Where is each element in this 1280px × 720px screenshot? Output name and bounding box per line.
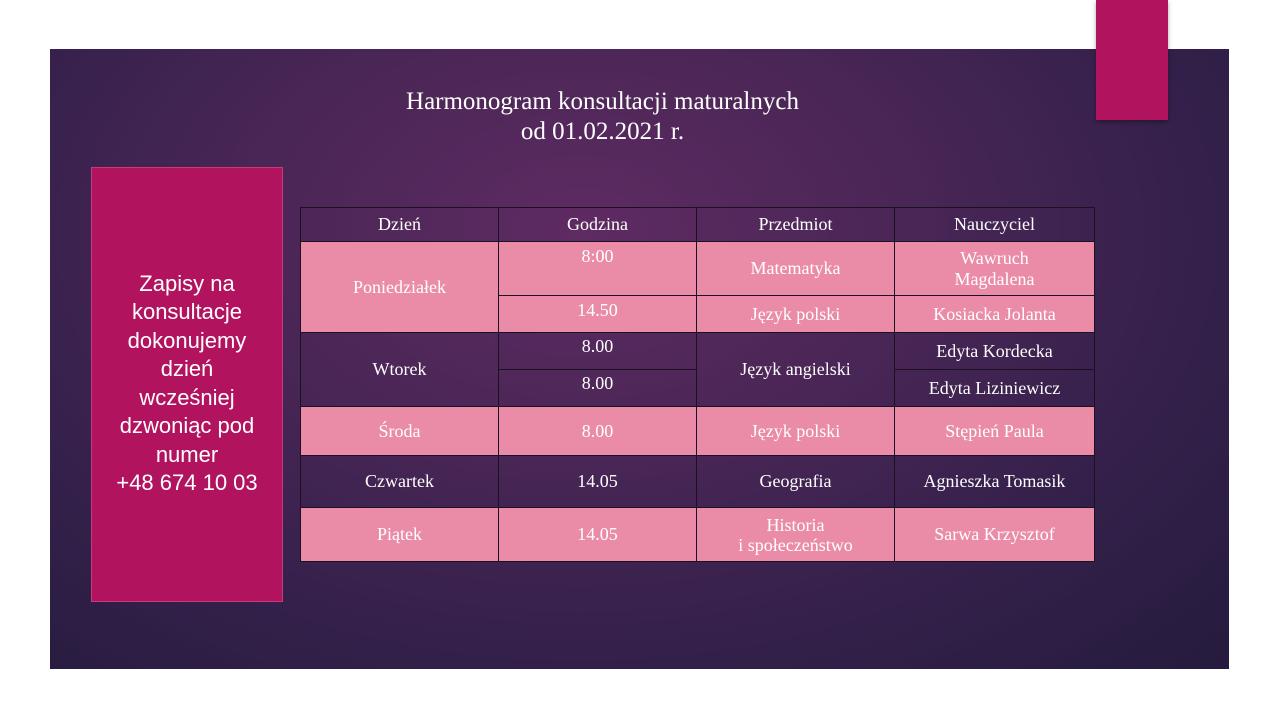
table-row — [301, 508, 1095, 562]
day-cell: Czwartek — [301, 456, 499, 508]
header-cell-subject: Przedmiot — [697, 208, 895, 242]
table-row — [301, 333, 1095, 370]
subject-cell: Język polski — [697, 407, 895, 456]
table-row — [301, 456, 1095, 508]
teacher-cell: Agnieszka Tomasik — [895, 456, 1095, 508]
subject-cell: Język polski — [697, 296, 895, 333]
subject-cell: Matematyka — [697, 242, 895, 296]
header-cell-teacher: Nauczyciel — [895, 208, 1095, 242]
day-cell: Środa — [301, 407, 499, 456]
time-cell: 14.05 — [499, 508, 697, 562]
time-cell: 14.50 — [499, 296, 697, 333]
schedule-table — [300, 207, 1095, 562]
teacher-cell: Edyta Kordecka — [895, 333, 1095, 370]
table-header-row — [301, 208, 1095, 242]
time-cell: 8.00 — [499, 370, 697, 407]
teacher-cell: Kosiacka Jolanta — [895, 296, 1095, 333]
header-cell-time: Godzina — [499, 208, 697, 242]
accent-tab — [1096, 0, 1168, 120]
day-cell: Poniedziałek — [301, 242, 499, 333]
time-cell: 8:00 — [499, 242, 697, 296]
signup-info-text: Zapisy na konsultacje dokonujemy dzień wcześniej dzwoniąc pod numer +48 674 10 03 — [116, 270, 258, 495]
teacher-cell: Wawruch Magdalena — [895, 242, 1095, 296]
signup-info-box — [91, 167, 283, 602]
title-line-2: od 01.02.2021 r. — [520, 118, 685, 145]
slide-title — [300, 87, 905, 147]
time-cell: 8.00 — [499, 333, 697, 370]
time-cell: 14.05 — [499, 456, 697, 508]
teacher-cell: Stępień Paula — [895, 407, 1095, 456]
table-row — [301, 242, 1095, 296]
time-cell: 8.00 — [499, 407, 697, 456]
day-cell: Piątek — [301, 508, 499, 562]
subject-cell: Historia i społeczeństwo — [697, 508, 895, 562]
teacher-cell: Sarwa Krzysztof — [895, 508, 1095, 562]
subject-cell: Język angielski — [697, 333, 895, 407]
header-cell-day: Dzień — [301, 208, 499, 242]
day-cell: Wtorek — [301, 333, 499, 407]
subject-cell: Geografia — [697, 456, 895, 508]
title-line-1: Harmonogram konsultacji maturalnych — [406, 88, 799, 115]
table-row — [301, 407, 1095, 456]
teacher-cell: Edyta Liziniewicz — [895, 370, 1095, 407]
